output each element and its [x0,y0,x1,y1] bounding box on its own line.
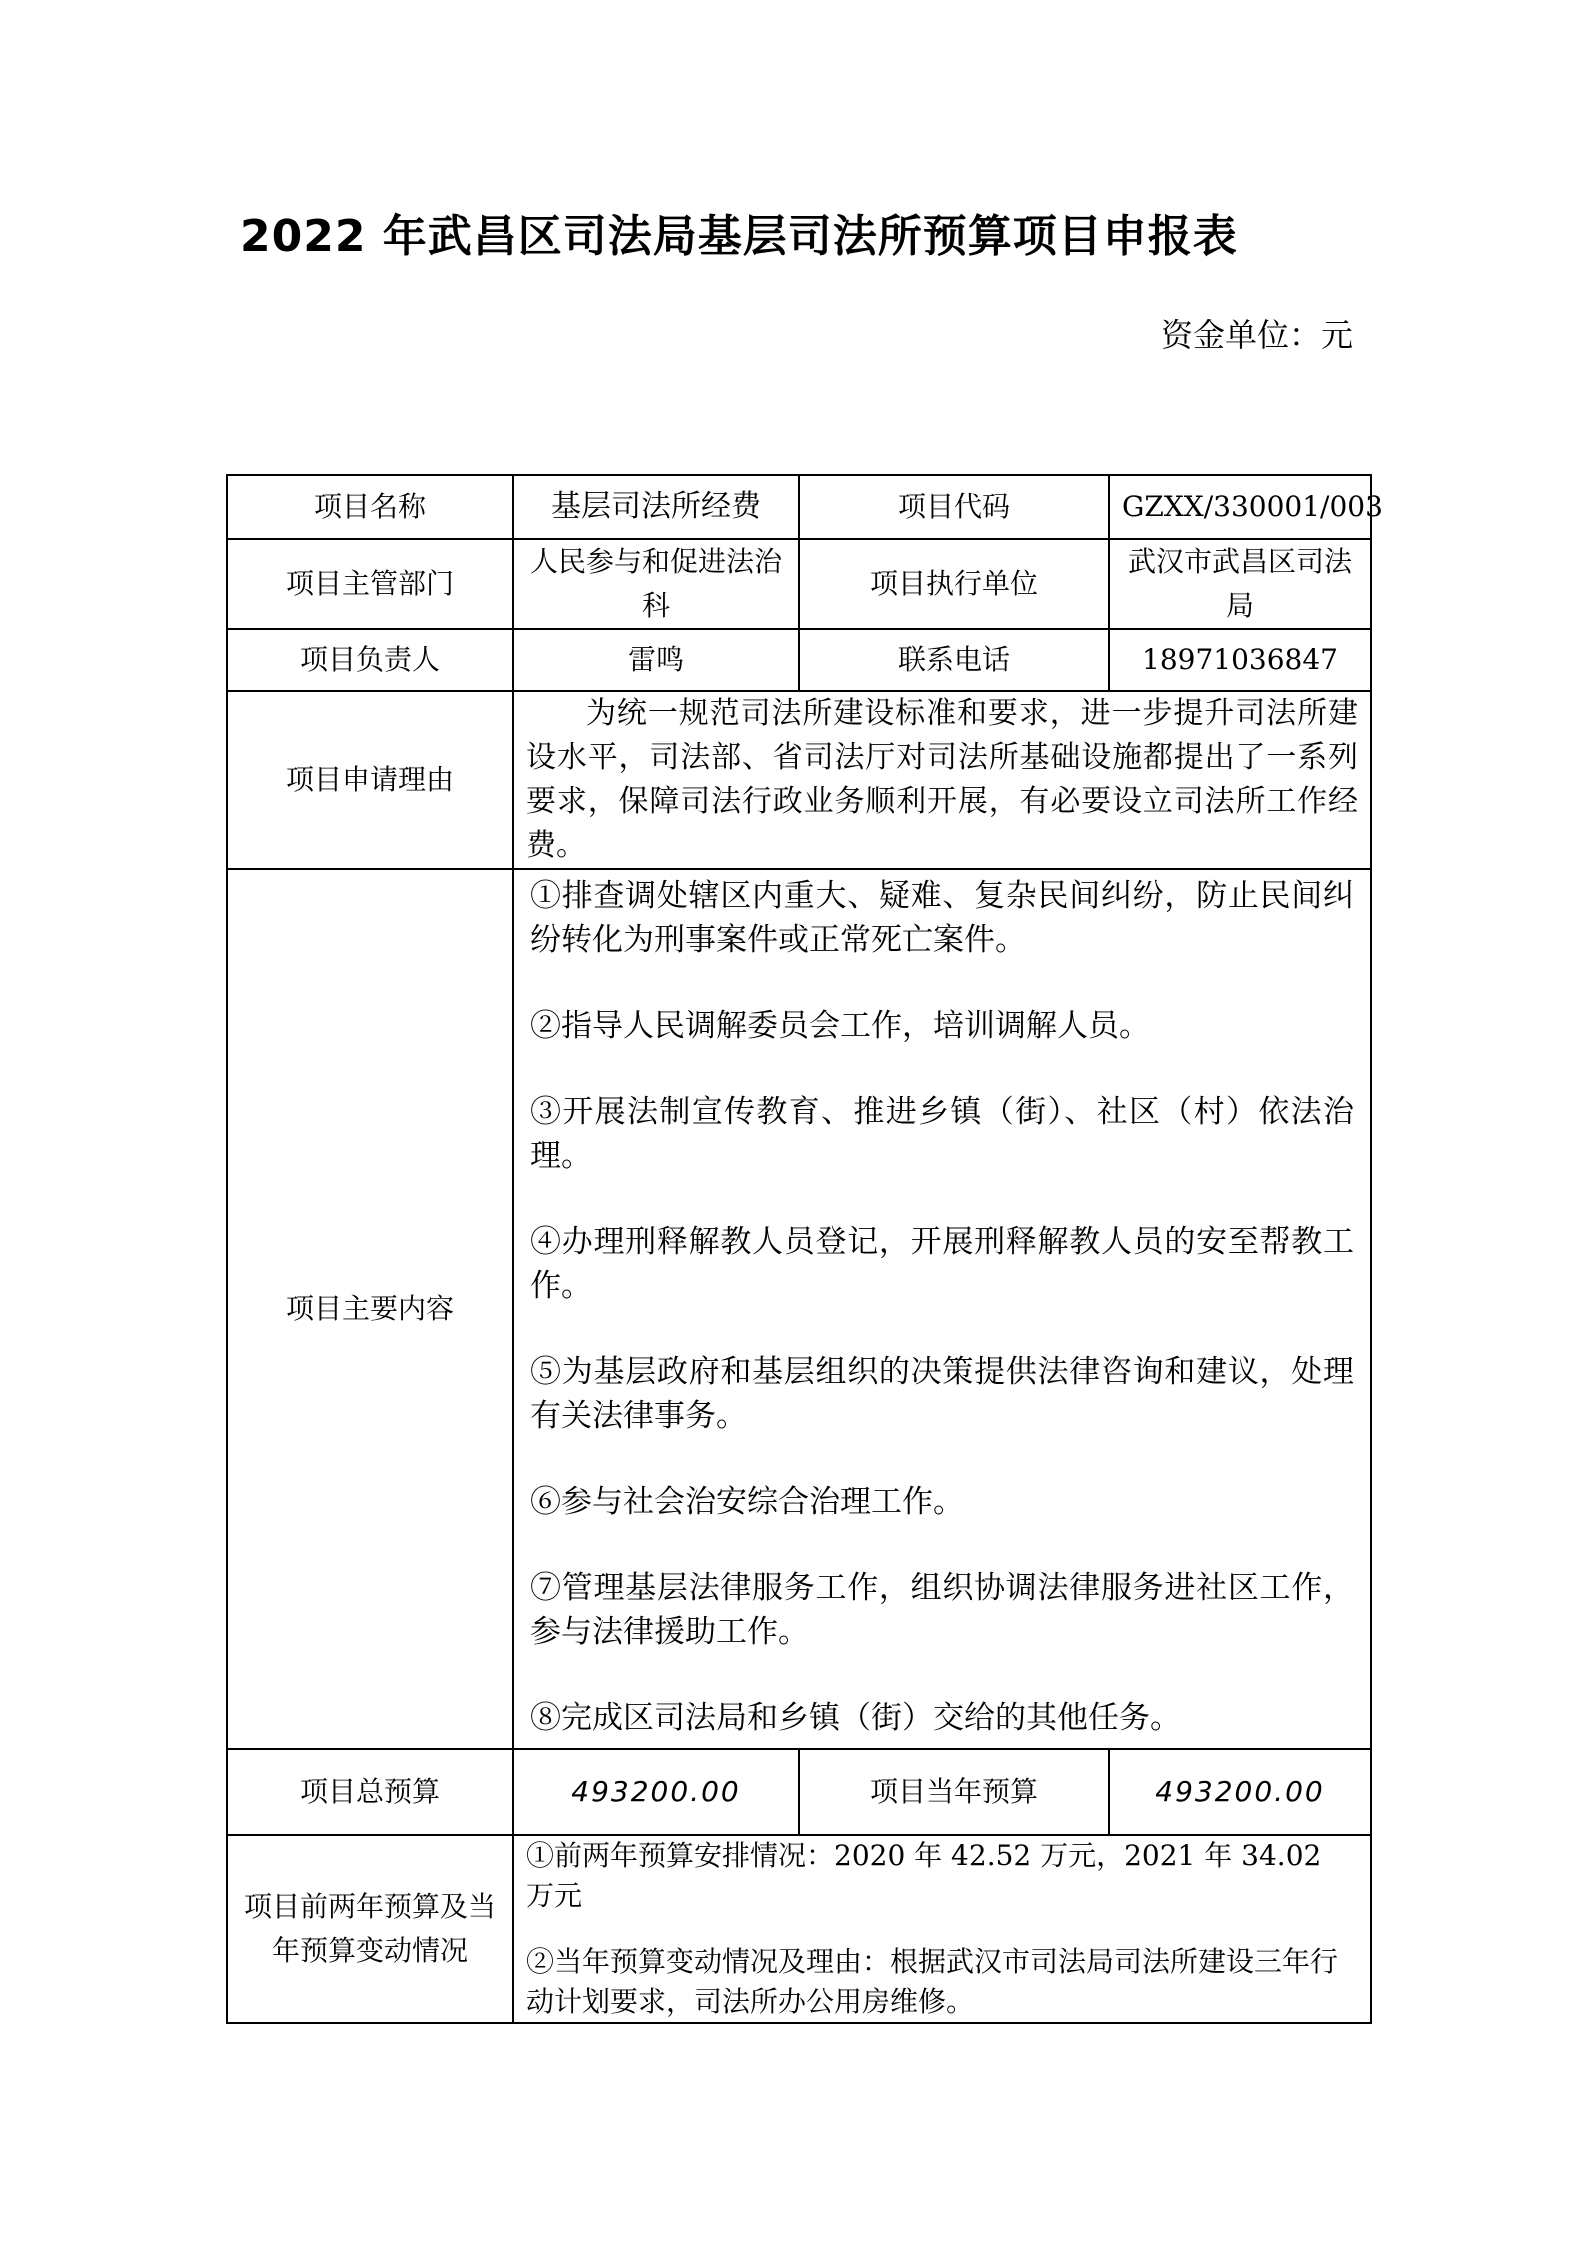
current-year-budget-label: 项目当年预算 [799,1749,1109,1835]
table-row [227,691,1371,869]
content-item: ②指导人民调解委员会工作，培训调解人员。 [530,1008,1150,1044]
budget-history-item: ①前两年预算安排情况：2020 年 42.52 万元，2021 年 34.02 万元 [526,1839,1322,1912]
budget-history-label [227,1835,513,2023]
budget-history-item: ②当年预算变动情况及理由：根据武汉市司法局司法所建设三年行动计划要求，司法所办公用房维修。 [526,1945,1339,2018]
content-item: ⑥参与社会治安综合治理工作。 [530,1484,964,1520]
content-item: ①排查调处辖区内重大、疑难、复杂民间纠纷，防止民间纠纷转化为刑事案件或正常死亡案件。 [530,878,1354,958]
project-owner-label: 项目负责人 [227,629,513,691]
main-content-label: 项目主要内容 [227,869,513,1749]
total-budget-value: 493200.00 [513,1749,799,1835]
budget-history-cell [513,1835,1371,2023]
table-row [227,1835,1371,2023]
budget-history-label-text: 项目前两年预算及当年预算变动情况 [243,1890,496,1967]
content-item: ③开展法制宣传教育、推进乡镇（街）、社区（村）依法治理。 [530,1094,1354,1174]
currency-unit-label: 资金单位：元 [1160,316,1353,354]
project-code-label: 项目代码 [799,475,1109,539]
project-code-value: GZXX/330001/003 [1109,475,1371,539]
content-item: ⑤为基层政府和基层组织的决策提供法律咨询和建议，处理有关法律事务。 [530,1354,1354,1434]
table-row [227,475,1371,539]
executing-unit-value: 武汉市武昌区司法局 [1109,539,1371,629]
main-content-cell [513,869,1371,1749]
application-reason-cell [513,691,1371,869]
table-row [227,869,1371,1749]
phone-label: 联系电话 [799,629,1109,691]
page-title: 2022 年武昌区司法局基层司法所预算项目申报表 [240,211,1238,262]
total-budget-label: 项目总预算 [227,1749,513,1835]
content-item: ④办理刑释解教人员登记，开展刑释解教人员的安至帮教工作。 [530,1224,1354,1304]
executing-unit-label: 项目执行单位 [799,539,1109,629]
budget-application-table [226,474,1383,2024]
supervising-dept-label: 项目主管部门 [227,539,513,629]
project-owner-value: 雷鸣 [513,629,799,691]
content-item: ⑦管理基层法律服务工作，组织协调法律服务进社区工作，参与法律援助工作。 [530,1570,1354,1650]
project-name-value: 基层司法所经费 [513,475,799,539]
project-name-label: 项目名称 [227,475,513,539]
supervising-dept-value: 人民参与和促进法治科 [513,539,799,629]
table-row [227,629,1371,691]
current-year-budget-value: 493200.00 [1109,1749,1371,1835]
table-row [227,539,1371,629]
table-row [227,1749,1371,1835]
application-reason-label: 项目申请理由 [227,691,513,869]
application-reason-text: 为统一规范司法所建设标准和要求，进一步提升司法所建设水平，司法部、省司法厅对司法所基础设施都提出了一系列要求，保障司法行政业务顺利开展，有必要设立司法所工作经费。 [526,696,1358,863]
content-item: ⑧完成区司法局和乡镇（街）交给的其他任务。 [530,1700,1181,1736]
phone-value: 18971036847 [1109,629,1371,691]
